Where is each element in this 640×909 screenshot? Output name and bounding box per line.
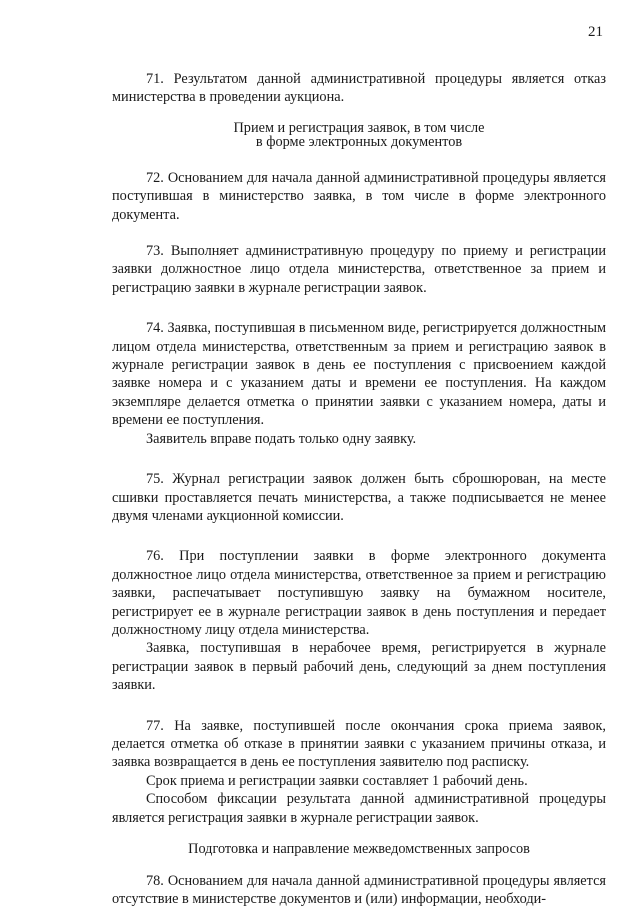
heading-line-2: в форме электронных документов: [255, 133, 463, 150]
paragraph-72: 72. Основанием для начала данной административной процедуры является поступившая в министерство заявка, в том числе в форме электронного документа.: [112, 169, 606, 223]
page-number: 21: [588, 24, 603, 40]
document-body: [112, 70, 606, 909]
heading-line-1: Прием и регистрация заявок, в том числе: [233, 119, 485, 136]
paragraph-76-after-hours: Заявка, поступившая в нерабочее время, регистрируется в журнале регистрации заявок в первый рабочий день, следующий за днем поступления заявки.: [112, 640, 606, 694]
paragraph-77-fixation: Способом фиксации результата данной административной процедуры является регистрация заявки в журнале регистрации заявок.: [112, 791, 606, 826]
section-heading-interagency: [112, 840, 606, 858]
paragraph-74: 74. Заявка, поступившая в письменном виде, регистрируется должностным лицом отдела министерства, ответственным за прием и регистрацию заявок в журнале регистрации заявок в день ее поступления с присвоением каждой заявке номера и с указанием даты и времени ее поступления. На каждом экземпляре делается отметка о принятии заявки с указанием номера, даты и времени ее поступления.: [112, 320, 606, 429]
heading-line-1: Подготовка и направление межведомственных запросов: [188, 841, 530, 857]
paragraph-71: 71. Результатом данной административной процедуры является отказ министерства в проведении аукциона.: [112, 71, 606, 106]
paragraph-76: 76. При поступлении заявки в форме электронного документа должностное лицо отдела министерства, ответственное за прием и регистрацию заявки, распечатывает поступившую заявку на бумажном носителе, регистрирует ее в журнале регистрации заявок в день поступления и передает должностному лицу отдела министерства.: [112, 548, 606, 638]
paragraph-75: 75. Журнал регистрации заявок должен быть сброшюрован, на месте сшивки проставляется печать министерства, а также подписывается не менее двумя членами аукционной комиссии.: [112, 471, 606, 524]
paragraph-74-applicant: Заявитель вправе подать только одну заявку.: [146, 430, 417, 447]
section-heading-reception: [112, 121, 606, 149]
paragraph-77: 77. На заявке, поступившей после окончания срока приема заявок, делается отметка об отказе в принятии заявки с указанием причины отказа, и заявка возвращается в день ее поступления заявителю под расписку.: [112, 717, 606, 771]
paragraph-73: 73. Выполняет административную процедуру по приему и регистрации заявки должностное лицо отдела министерства, ответственное за прием и регистрацию заявки в журнале регистрации заявок.: [112, 243, 606, 296]
paragraph-77-term: Срок приема и регистрации заявки составляет 1 рабочий день.: [146, 772, 528, 789]
paragraph-78: 78. Основанием для начала данной административной процедуры является отсутствие в министерстве документов и (или) информации, необходи-: [112, 873, 606, 908]
